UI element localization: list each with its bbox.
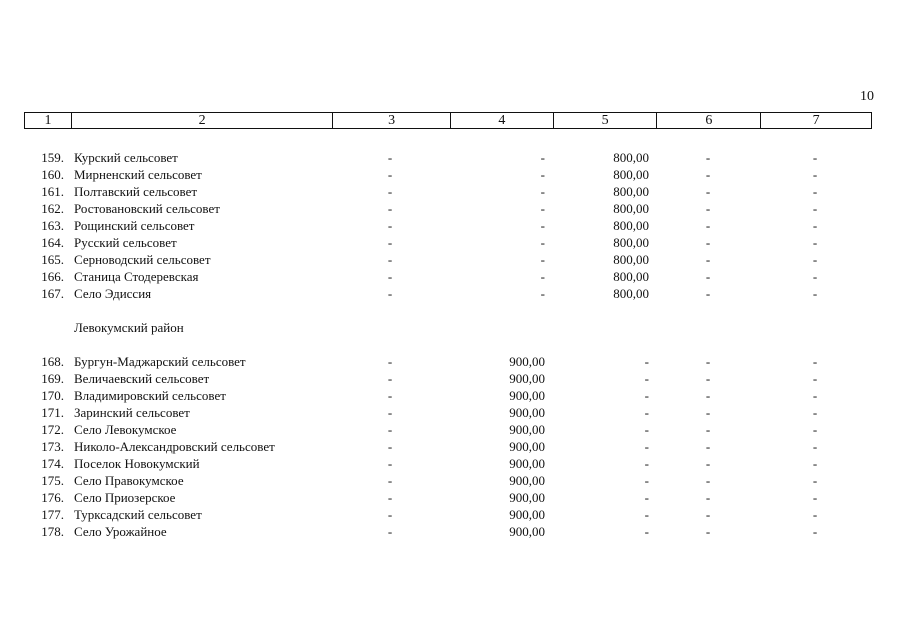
cell-c3: - [387, 439, 393, 454]
cell-c5: 800,00 [613, 150, 649, 165]
cell-c4: - [540, 235, 545, 250]
cell-c3: - [387, 167, 393, 182]
cell-num: 166. [41, 269, 64, 284]
cell-c5: - [644, 388, 649, 403]
table-row [0, 438, 905, 455]
cell-c7: - [812, 490, 818, 505]
table-row [0, 489, 905, 506]
table-row [0, 217, 905, 234]
table-row [0, 200, 905, 217]
column-header-5: 5 [554, 113, 658, 128]
cell-c3: - [387, 150, 393, 165]
cell-num: 159. [41, 150, 64, 165]
column-header-4: 4 [451, 113, 554, 128]
cell-c6: - [705, 150, 711, 165]
table-row [0, 404, 905, 421]
cell-name: Поселок Новокумский [74, 456, 200, 471]
cell-c3: - [387, 235, 393, 250]
table-row [0, 268, 905, 285]
cell-c7: - [812, 201, 818, 216]
cell-num: 177. [41, 507, 64, 522]
cell-num: 168. [41, 354, 64, 369]
cell-c6: - [705, 439, 711, 454]
cell-name: Турксадский сельсовет [74, 507, 202, 522]
cell-c4: - [540, 218, 545, 233]
cell-num: 171. [41, 405, 64, 420]
cell-c3: - [387, 218, 393, 233]
cell-c4: - [540, 184, 545, 199]
cell-c5: - [644, 354, 649, 369]
cell-c3: - [387, 456, 393, 471]
cell-c6: - [705, 184, 711, 199]
cell-c6: - [705, 524, 711, 539]
table-row [0, 166, 905, 183]
cell-c5: 800,00 [613, 167, 649, 182]
cell-num: 160. [41, 167, 64, 182]
cell-c7: - [812, 150, 818, 165]
table-row [0, 353, 905, 370]
column-header-7: 7 [812, 113, 820, 128]
cell-c4: 900,00 [509, 456, 545, 471]
cell-c7: - [812, 354, 818, 369]
cell-c6: - [705, 473, 711, 488]
cell-c3: - [387, 354, 393, 369]
cell-c6: - [705, 490, 711, 505]
cell-c6: - [705, 167, 711, 182]
cell-c4: 900,00 [509, 405, 545, 420]
cell-c3: - [387, 405, 393, 420]
cell-c3: - [387, 524, 393, 539]
cell-num: 174. [41, 456, 64, 471]
cell-c7: - [812, 388, 818, 403]
cell-c5: 800,00 [613, 201, 649, 216]
cell-name: Полтавский сельсовет [74, 184, 198, 199]
cell-num: 163. [41, 218, 64, 233]
cell-name: Рощинский сельсовет [74, 218, 195, 233]
cell-c5: 800,00 [613, 184, 649, 199]
cell-c7: - [812, 235, 818, 250]
cell-c4: - [540, 252, 545, 267]
cell-c3: - [387, 388, 393, 403]
cell-c4: 900,00 [509, 439, 545, 454]
table-row [0, 421, 905, 438]
cell-c5: - [644, 371, 649, 386]
column-header-3: 3 [333, 113, 451, 128]
cell-c4: 900,00 [509, 490, 545, 505]
cell-c5: 800,00 [613, 252, 649, 267]
cell-num: 162. [41, 201, 64, 216]
table-row [0, 455, 905, 472]
cell-name: Заринский сельсовет [74, 405, 190, 420]
table-row [0, 472, 905, 489]
cell-name: Станица Стодеревская [74, 269, 199, 284]
table-row [0, 285, 905, 302]
cell-name: Село Правокумское [74, 473, 184, 488]
table-row [0, 149, 905, 166]
cell-name: Величаевский сельсовет [74, 371, 210, 386]
column-header-1: 1 [25, 113, 72, 128]
cell-c7: - [812, 507, 818, 522]
cell-num: 169. [41, 371, 64, 386]
cell-c6: - [705, 354, 711, 369]
cell-num: 178. [41, 524, 64, 539]
table-row [0, 251, 905, 268]
cell-c7: - [812, 422, 818, 437]
cell-c6: - [705, 507, 711, 522]
cell-c7: - [812, 473, 818, 488]
cell-c5: - [644, 490, 649, 505]
cell-c6: - [705, 405, 711, 420]
cell-name: Село Урожайное [74, 524, 167, 539]
cell-c6: - [705, 269, 711, 284]
cell-c7: - [812, 456, 818, 471]
cell-c3: - [387, 507, 393, 522]
cell-c3: - [387, 269, 393, 284]
cell-c7: - [812, 405, 818, 420]
cell-name: Село Приозерское [74, 490, 176, 505]
table-row [0, 523, 905, 540]
cell-c5: - [644, 473, 649, 488]
cell-name: Николо-Александровский сельсовет [74, 439, 275, 454]
cell-num: 165. [41, 252, 64, 267]
cell-name: Село Эдиссия [74, 286, 152, 301]
cell-c3: - [387, 201, 393, 216]
table-row [0, 506, 905, 523]
cell-num: 164. [41, 235, 64, 250]
cell-c3: - [387, 252, 393, 267]
cell-num: 170. [41, 388, 64, 403]
cell-c3: - [387, 371, 393, 386]
cell-c5: - [644, 524, 649, 539]
cell-c5: - [644, 405, 649, 420]
cell-c4: - [540, 167, 545, 182]
cell-c4: - [540, 150, 545, 165]
cell-c7: - [812, 439, 818, 454]
table-row [0, 387, 905, 404]
cell-num: 161. [41, 184, 64, 199]
cell-c5: - [644, 422, 649, 437]
cell-name: Русский сельсовет [74, 235, 177, 250]
cell-name: Курский сельсовет [74, 150, 178, 165]
cell-c5: 800,00 [613, 286, 649, 301]
table-row [0, 370, 905, 387]
cell-c7: - [812, 286, 818, 301]
table-row [0, 234, 905, 251]
cell-name: Владимировский сельсовет [74, 388, 226, 403]
cell-num: 167. [41, 286, 64, 301]
cell-num: 172. [41, 422, 64, 437]
cell-c5: - [644, 507, 649, 522]
cell-c7: - [812, 184, 818, 199]
cell-c4: - [540, 269, 545, 284]
cell-c6: - [705, 201, 711, 216]
section-title: Левокумский район [74, 320, 184, 335]
cell-c6: - [705, 218, 711, 233]
cell-c5: - [644, 456, 649, 471]
cell-c4: 900,00 [509, 354, 545, 369]
cell-c5: 800,00 [613, 235, 649, 250]
cell-name: Серноводский сельсовет [74, 252, 211, 267]
cell-c7: - [812, 252, 818, 267]
cell-c6: - [705, 252, 711, 267]
cell-c7: - [812, 218, 818, 233]
page-number: 10 [860, 89, 874, 104]
cell-c6: - [705, 388, 711, 403]
cell-num: 175. [41, 473, 64, 488]
cell-c3: - [387, 490, 393, 505]
cell-c7: - [812, 524, 818, 539]
cell-c5: - [644, 439, 649, 454]
cell-c4: 900,00 [509, 524, 545, 539]
cell-c4: - [540, 201, 545, 216]
cell-c5: 800,00 [613, 218, 649, 233]
column-header-6: 6 [657, 113, 761, 128]
cell-name: Село Левокумское [74, 422, 177, 437]
cell-c7: - [812, 371, 818, 386]
cell-c3: - [387, 473, 393, 488]
cell-name: Ростовановский сельсовет [74, 201, 220, 216]
cell-name: Бургун-Маджарский сельсовет [74, 354, 246, 369]
cell-c6: - [705, 371, 711, 386]
cell-name: Мирненский сельсовет [74, 167, 202, 182]
cell-num: 176. [41, 490, 64, 505]
cell-c4: - [540, 286, 545, 301]
cell-c3: - [387, 184, 393, 199]
cell-c4: 900,00 [509, 507, 545, 522]
cell-c5: 800,00 [613, 269, 649, 284]
cell-c4: 900,00 [509, 422, 545, 437]
cell-c7: - [812, 167, 818, 182]
column-header-row [24, 112, 872, 129]
cell-num: 173. [41, 439, 64, 454]
cell-c6: - [705, 456, 711, 471]
cell-c4: 900,00 [509, 388, 545, 403]
cell-c3: - [387, 422, 393, 437]
cell-c4: 900,00 [509, 371, 545, 386]
cell-c6: - [705, 422, 711, 437]
table-row [0, 183, 905, 200]
cell-c7: - [812, 269, 818, 284]
column-header-2: 2 [72, 113, 333, 128]
cell-c4: 900,00 [509, 473, 545, 488]
cell-c6: - [705, 235, 711, 250]
cell-c6: - [705, 286, 711, 301]
cell-c3: - [387, 286, 393, 301]
